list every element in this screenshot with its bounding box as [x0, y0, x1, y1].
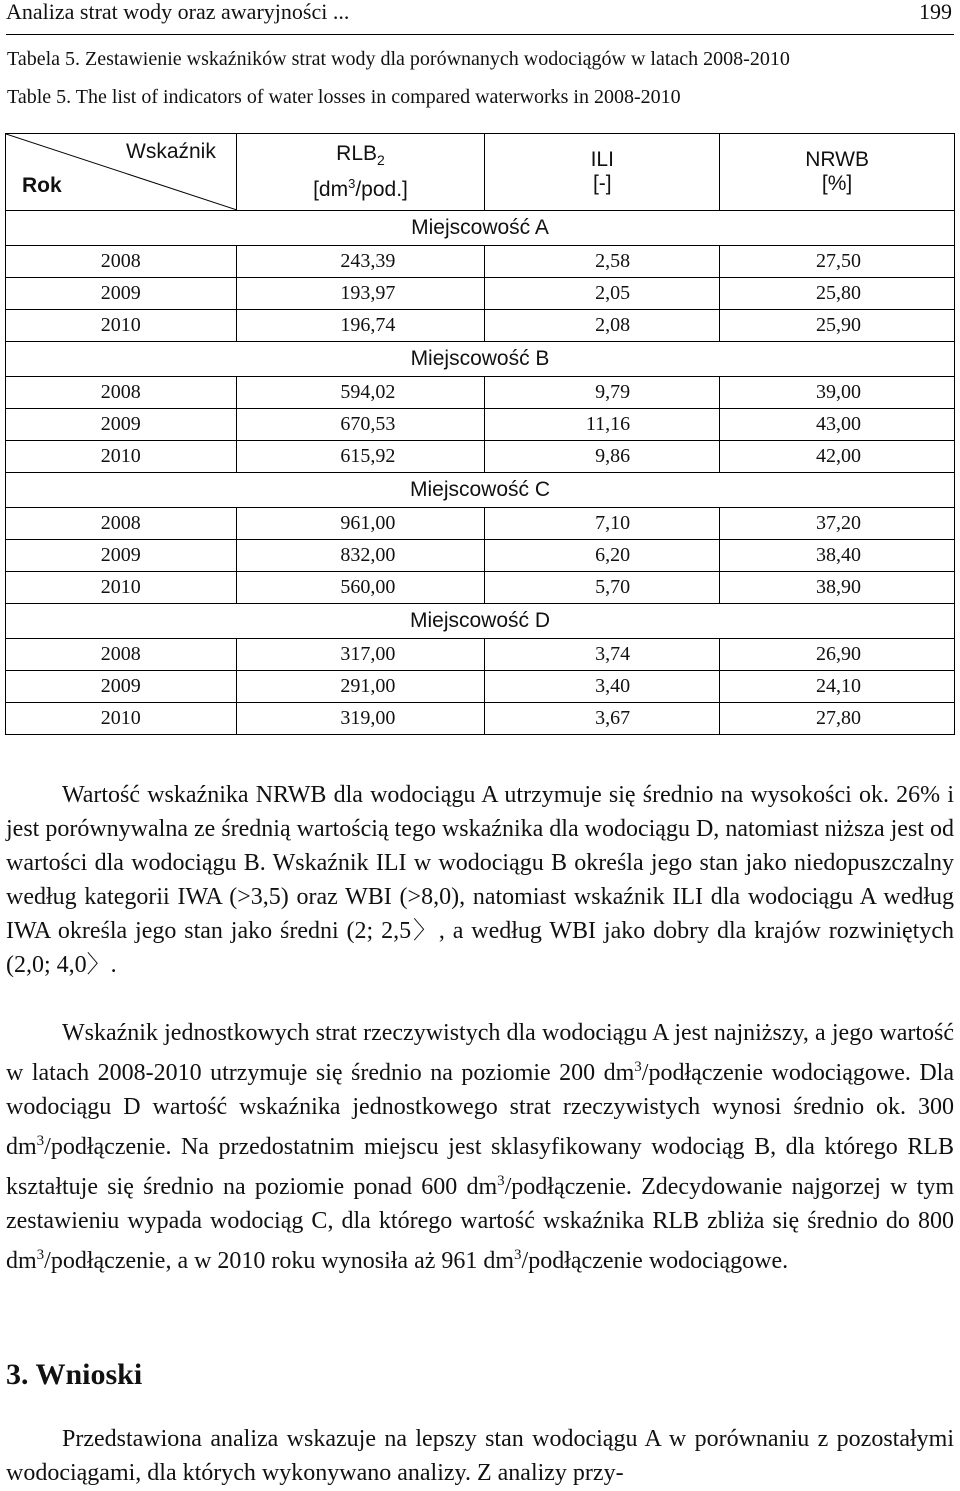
paragraph-1: Wartość wskaźnika NRWB dla wodociągu A utrzymuje się średnio na wysokości ok. 26% i jest porównywalna ze średnią wartością tego wskaźnika dla wodociągu D, natomiast niższa jest od wartości dla wodociągu B. Wskaźnik ILI w wodociągu B określa jego stan jako niedopuszczalny według kategorii IWA (>3,5) oraz WBI (>8,0), natomiast wskaźnik ILI dla wodociągu A według IWA określa jego stan jako średni (2; 2,5〉, a według WBI jako dobry dla krajów rozwiniętych (2,0; 4,0〉.	[6, 782, 954, 978]
year-cell: 2010	[6, 703, 237, 735]
nrwb-cell: 37,20	[720, 508, 955, 540]
nrwb-cell: 26,90	[720, 639, 955, 671]
table-caption-pl: Tabela 5. Zestawienie wskaźników strat wody dla porównanych wodociągów w latach 2008-2010	[7, 48, 790, 70]
nrwb-cell: 27,80	[720, 703, 955, 735]
ili-cell: 2,08	[485, 310, 720, 342]
year-cell: 2009	[6, 671, 237, 703]
year-cell: 2008	[6, 508, 237, 540]
table-row	[6, 246, 955, 278]
table-row	[6, 441, 955, 473]
nrwb-cell: 38,40	[720, 540, 955, 572]
column-header-rlb: $RLB_2$ $[dm^3/pod.]$	[236, 134, 485, 211]
table-header-row	[6, 134, 955, 211]
paragraph-3: Przedstawiona analiza wskazuje na lepszy stan wodociągu A w porównaniu z pozostałymi wodociągami, dla których wykonywano analizy. Z analizy przy-	[6, 1426, 954, 1486]
nrwb-cell: 38,90	[720, 572, 955, 604]
running-header	[6, 0, 954, 35]
ili-cell: 5,70	[485, 572, 720, 604]
year-cell: 2010	[6, 572, 237, 604]
nrwb-cell: 25,90	[720, 310, 955, 342]
group-header-row	[6, 211, 955, 246]
rlb-cell: 196,74	[236, 310, 485, 342]
table-row	[6, 572, 955, 604]
year-cell: 2009	[6, 540, 237, 572]
table-row	[6, 278, 955, 310]
table-caption-en: Table 5. The list of indicators of water losses in compared waterworks in 2008-2010	[7, 86, 681, 108]
nrwb-cell: 42,00	[720, 441, 955, 473]
nrwb-cell: 39,00	[720, 377, 955, 409]
nrwb-cell: 43,00	[720, 409, 955, 441]
table-row	[6, 703, 955, 735]
column-header-ili: ILI [-]	[485, 134, 720, 211]
column-header-nrwb: NRWB [%]	[720, 134, 955, 211]
ili-cell: 7,10	[485, 508, 720, 540]
rlb-cell: 317,00	[236, 639, 485, 671]
ili-cell: 9,79	[485, 377, 720, 409]
table-row	[6, 508, 955, 540]
year-cell: 2010	[6, 310, 237, 342]
table-row	[6, 671, 955, 703]
rlb-cell: 560,00	[236, 572, 485, 604]
table-row	[6, 310, 955, 342]
rlb-cell: 243,39	[236, 246, 485, 278]
rlb-cell: 670,53	[236, 409, 485, 441]
year-cell: 2008	[6, 246, 237, 278]
year-cell: 2008	[6, 639, 237, 671]
table-row	[6, 639, 955, 671]
ili-cell: 9,86	[485, 441, 720, 473]
rlb-cell: 319,00	[236, 703, 485, 735]
corner-top-label: Wskaźnik	[126, 140, 216, 163]
corner-bottom-label: Rok	[22, 174, 62, 197]
rlb-cell: 615,92	[236, 441, 485, 473]
corner-cell	[6, 134, 237, 211]
running-title: Analiza strat wody oraz awaryjności ...	[6, 0, 350, 24]
group-header-row	[6, 473, 955, 508]
group-header-row	[6, 342, 955, 377]
ili-cell: 3,67	[485, 703, 720, 735]
year-cell: 2008	[6, 377, 237, 409]
year-cell: 2010	[6, 441, 237, 473]
ili-cell: 3,40	[485, 671, 720, 703]
group-header-row	[6, 604, 955, 639]
ili-cell: 11,16	[485, 409, 720, 441]
ili-cell: 6,20	[485, 540, 720, 572]
nrwb-cell: 25,80	[720, 278, 955, 310]
group-label: Miejscowość D	[6, 604, 955, 639]
nrwb-cell: 27,50	[720, 246, 955, 278]
table-row	[6, 377, 955, 409]
group-label: Miejscowość C	[6, 473, 955, 508]
year-cell: 2009	[6, 278, 237, 310]
year-cell: 2009	[6, 409, 237, 441]
group-label: Miejscowość B	[6, 342, 955, 377]
section-heading: 3. Wnioski	[6, 1358, 143, 1391]
indicators-table	[5, 133, 955, 735]
rlb-cell: 291,00	[236, 671, 485, 703]
nrwb-cell: 24,10	[720, 671, 955, 703]
group-label: Miejscowość A	[6, 211, 955, 246]
ili-cell: 2,05	[485, 278, 720, 310]
ili-cell: 2,58	[485, 246, 720, 278]
rlb-cell: 594,02	[236, 377, 485, 409]
rlb-cell: 832,00	[236, 540, 485, 572]
rlb-cell: 961,00	[236, 508, 485, 540]
ili-cell: 3,74	[485, 639, 720, 671]
table-row	[6, 409, 955, 441]
paragraph-2: Wskaźnik jednostkowych strat rzeczywistych dla wodociągu A jest najniższy, a jego wartość w latach 2008-2010 utrzymuje się średnio na poziomie 200 $dm^3$/podłączenie wodociągowe. Dla wodociągu D wartość wskaźnika jednostkowego strat rzeczywistych wynosi średnio ok. 300 $dm^3$/podłączenie. Na przedostatnim miejscu jest sklasyfikowany wodociąg B, dla którego RLB kształtuje się średnio na poziomie ponad 600 $dm^3$/podłączenie. Zdecydowanie najgorzej w tym zestawieniu wypada wodociąg C, dla którego wartość wskaźnika RLB zbliża się średnio do 800 $dm^3$/podłączenie, a w 2010 roku wynosiła aż 961 $dm^3$/podłączenie wodociągowe.	[6, 1020, 954, 1274]
table-row	[6, 540, 955, 572]
rlb-cell: 193,97	[236, 278, 485, 310]
page-number: 199	[919, 0, 952, 24]
